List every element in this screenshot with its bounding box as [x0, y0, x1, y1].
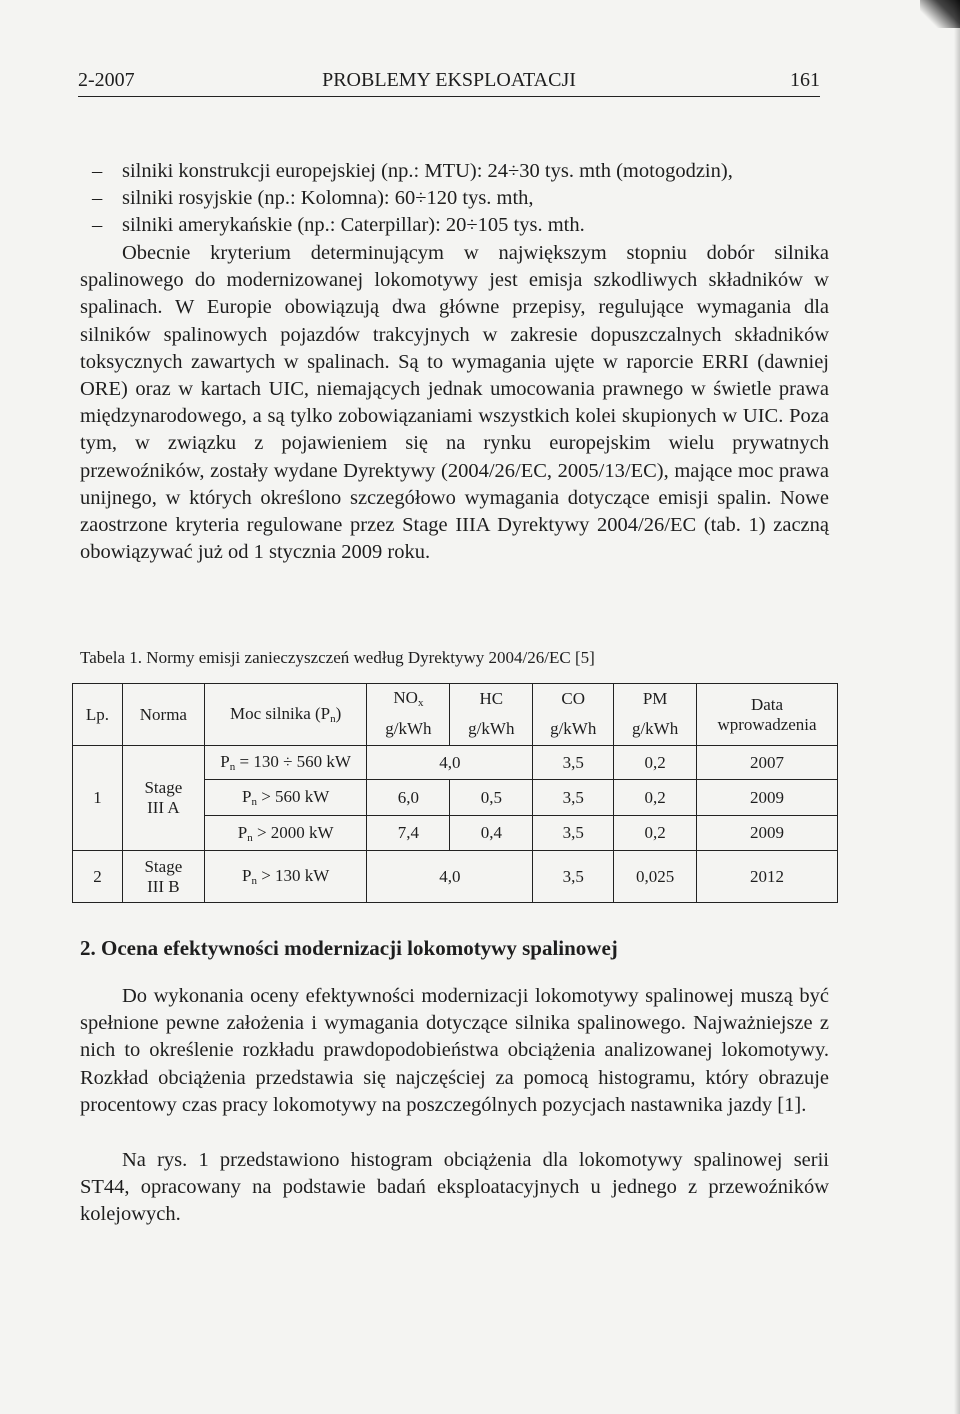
body-paragraph-3: Na rys. 1 przedstawiono histogram obciążenia dla lokomotywy spalinowej serii ST44, opracowany na podstawie badań eksploatacyjnych u jednego z przewoźników kolejowych.	[80, 1149, 829, 1226]
cell-pm: 0,025	[614, 851, 697, 903]
engine-lifetime-list	[80, 158, 829, 240]
unit-co: g/kWh	[533, 714, 614, 746]
cell-date: 2009	[697, 780, 838, 816]
list-dash: –	[92, 160, 103, 182]
scan-page-edge	[954, 0, 960, 1414]
unit-pm: g/kWh	[614, 714, 697, 746]
header-nox: $NO_x$	[367, 684, 450, 714]
table-row	[73, 746, 838, 780]
cell-power: $P_n = 130 \div 560$ kW	[204, 746, 367, 780]
cell-co: 3,5	[533, 780, 614, 816]
cell-pm: 0,2	[614, 746, 697, 780]
cell-power: $P_n > 2000$ kW	[204, 816, 367, 851]
cell-power: $P_n > 130$ kW	[204, 851, 367, 903]
list-item-text: silniki amerykańskie (np.: Caterpillar): 20÷105 tys. mth.	[122, 214, 585, 237]
table-header-row	[73, 684, 838, 714]
cell-hc: 0,5	[450, 780, 533, 816]
list-dash: –	[92, 187, 103, 210]
cell-nox: 7,4	[367, 816, 450, 851]
cell-lp: 1	[73, 746, 123, 851]
cell-norma: Stage III B	[122, 851, 204, 903]
list-item-text: silniki konstrukcji europejskiej (np.: MTU): 24÷30 tys. mth (motogodzin),	[122, 160, 733, 182]
table-caption: Tabela 1. Normy emisji zanieczyszczeń według Dyrektywy 2004/26/EC [5]	[80, 648, 595, 667]
section-heading: 2. Ocena efektywności modernizacji lokomotywy spalinowej	[80, 936, 618, 960]
unit-nox: g/kWh	[367, 714, 450, 746]
cell-pm: 0,2	[614, 816, 697, 851]
cell-date: 2007	[697, 746, 838, 780]
cell-co: 3,5	[533, 746, 614, 780]
header-date: Data wprowadzenia	[697, 684, 838, 746]
header-lp: Lp.	[73, 684, 123, 746]
header-pm: PM	[614, 684, 697, 714]
cell-nox: 6,0	[367, 780, 450, 816]
header-norma: Norma	[122, 684, 204, 746]
header-engine-power: Moc silnika $(P_n)$	[204, 684, 367, 746]
cell-power: $P_n > 560$ kW	[204, 780, 367, 816]
list-item	[80, 185, 829, 212]
header-hc: HC	[450, 684, 533, 714]
body-paragraph-1: Obecnie kryterium determinującym w największym stopniu dobór silnika spalinowego do modernizowanej lokomotywy jest emisja szkodliwych składników w spalinach. W Europie obowiązują dwa główne przepisy, regulujące wymagania dla silników spalinowych pojazdów trakcyjnych w zakresie dopuszczalnych składników toksycznych zawartych w spalinach. Są to wymagania ujęte w raporcie ERRI (dawniej ORE) oraz w kartach UIC, niemających jednak umocowania prawnego w świetle prawa międzynarodowego, a są tylko zobowiązaniami wszystkich kolei skupionych w UIC. Poza tym, w związku z pojawieniem się na rynku europejskim wielu prywatnych przewoźników, zostały wydane Dyrektywy (2004/26/EC, 2005/13/EC), mające moc prawa unijnego, w których określono szczegółowo wymagania dotyczące emisji spalin. Nowe zaostrzone kryteria regulowane przez Stage IIIA Dyrektywy 2004/26/EC (tab. 1) zaczną obowiązywać już od 1 stycznia 2009 roku.	[80, 242, 829, 564]
cell-pm: 0,2	[614, 780, 697, 816]
issue-number: 2-2007	[78, 69, 135, 91]
cell-date: 2012	[697, 851, 838, 903]
table-row	[73, 851, 838, 903]
journal-title: PROBLEMY EKSPLOATACJI	[322, 69, 576, 91]
page-number: 161	[790, 69, 820, 91]
cell-date: 2009	[697, 816, 838, 851]
emission-norms-table	[72, 683, 838, 903]
body-paragraph-2: Do wykonania oceny efektywności modernizacji lokomotywy spalinowej muszą być spełnione pewne założenia i wymagania dotyczące silnika spalinowego. Najważniejsze z nich to określenie rozkładu prawdopodobieństwa obciążenia analizowanej lokomotywy. Rozkład obciążenia przedstawia się najczęściej za pomocą histogramu, który obrazuje procentowy czas pracy lokomotywy na poszczególnych pozycjach nastawnika jazdy [1].	[80, 985, 829, 1116]
list-dash: –	[92, 214, 103, 237]
cell-nox-hc: 4,0	[367, 851, 533, 903]
cell-co: 3,5	[533, 816, 614, 851]
cell-lp: 2	[73, 851, 123, 903]
cell-hc: 0,4	[450, 816, 533, 851]
list-item	[80, 212, 829, 239]
cell-norma: Stage III A	[122, 746, 204, 851]
list-item	[80, 158, 829, 185]
cell-co: 3,5	[533, 851, 614, 903]
unit-hc: g/kWh	[450, 714, 533, 746]
header-co: CO	[533, 684, 614, 714]
list-item-text: silniki rosyjskie (np.: Kolomna): 60÷120 tys. mth,	[122, 187, 534, 210]
running-header	[78, 66, 820, 97]
cell-nox-hc: 4,0	[367, 746, 533, 780]
